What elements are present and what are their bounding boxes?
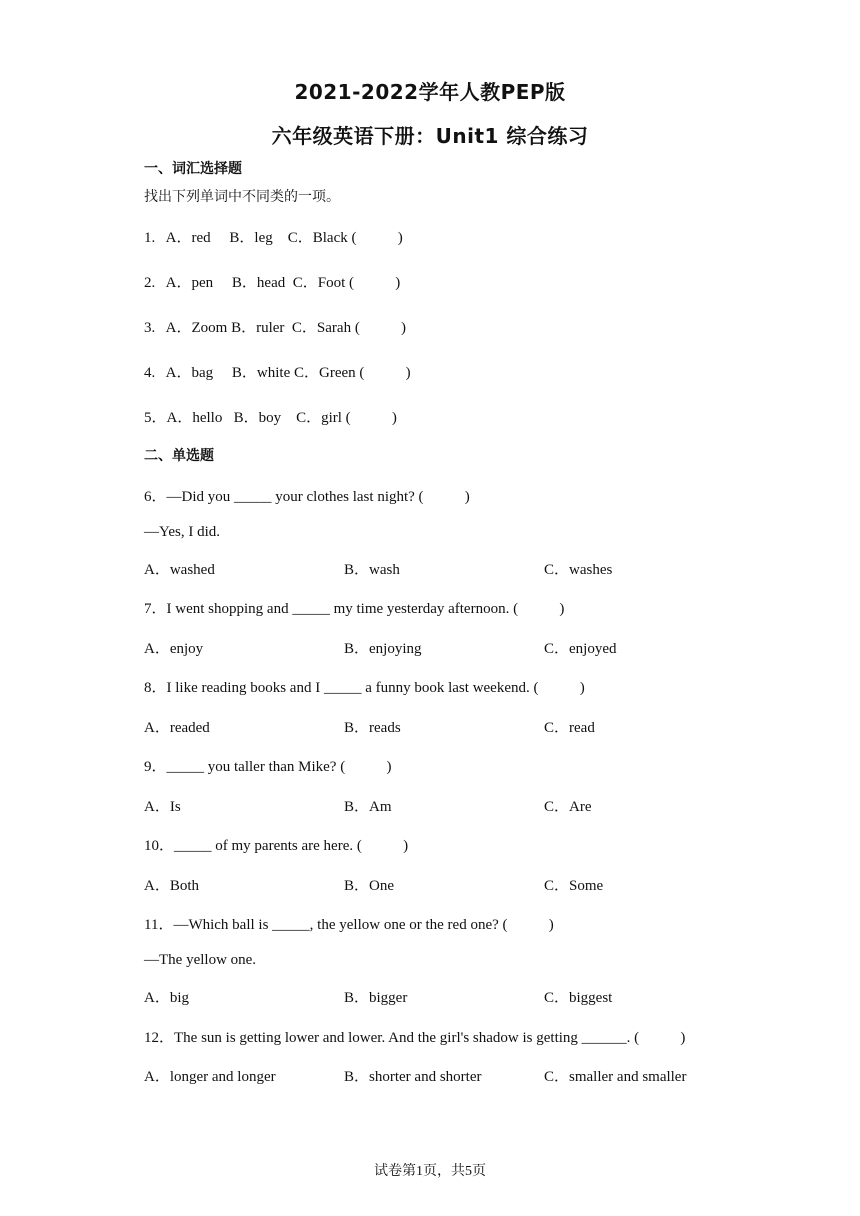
option-b: B．reads — [344, 720, 401, 736]
option-c: C．Some — [544, 878, 604, 894]
document-title: 2021-2022学年人教PEP版 — [294, 80, 566, 104]
option-a: A．big — [144, 990, 190, 1006]
question-stem: 7．I went shopping and _____ my time yesterday afternoon. ( ) — [144, 601, 565, 617]
question-stem: 8．I like reading books and I _____ a funny book last weekend. ( ) — [144, 680, 585, 696]
section-heading-vocabulary: 一、词汇选择题 — [144, 161, 242, 177]
option-b: B．wash — [344, 562, 400, 578]
section-instruction: 找出下列单词中不同类的一项。 — [144, 189, 340, 205]
option-b: B．enjoying — [344, 641, 422, 657]
question-stem: 10．_____ of my parents are here. ( ) — [144, 838, 409, 854]
option-c: C．read — [544, 720, 595, 736]
option-c: C．Are — [544, 799, 592, 815]
page-footer: 试卷第1页，共5页 — [374, 1164, 486, 1179]
question-answer-line: —The yellow one. — [144, 952, 257, 968]
option-b: B．bigger — [344, 990, 408, 1006]
vocab-question: 3. A．Zoom B．ruler C．Sarah ( ) — [144, 320, 407, 336]
option-c: C．enjoyed — [544, 641, 617, 657]
option-a: A．longer and longer — [144, 1069, 276, 1085]
vocab-question: 5．A．hello B．boy C．girl ( ) — [144, 410, 397, 426]
question-stem: 6．—Did you _____ your clothes last night? ( ) — [144, 489, 470, 505]
option-a: A．readed — [144, 720, 210, 736]
option-a: A．enjoy — [144, 641, 204, 657]
vocab-question: 4. A．bag B．white C．Green ( ) — [144, 365, 411, 381]
option-c: C．biggest — [544, 990, 613, 1006]
option-a: A．washed — [144, 562, 215, 578]
question-answer-line: —Yes, I did. — [144, 524, 220, 540]
option-a: A．Both — [144, 878, 200, 894]
document-subtitle: 六年级英语下册：Unit1 综合练习 — [271, 124, 589, 148]
section-heading-single-choice: 二、单选题 — [144, 448, 214, 464]
option-a: A．Is — [144, 799, 181, 815]
question-stem: 9．_____ you taller than Mike? ( ) — [144, 759, 392, 775]
option-c: C．smaller and smaller — [544, 1069, 687, 1085]
option-b: B．One — [344, 878, 394, 894]
vocab-question: 2. A．pen B．head C．Foot ( ) — [144, 275, 401, 291]
question-stem: 12．The sun is getting lower and lower. And the girl's shadow is getting ______. ( ) — [144, 1030, 686, 1046]
question-stem: 11．—Which ball is _____, the yellow one or the red one? ( ) — [144, 917, 554, 933]
option-c: C．washes — [544, 562, 613, 578]
option-b: B．shorter and shorter — [344, 1069, 482, 1085]
option-b: B．Am — [344, 799, 392, 815]
vocab-question: 1. A．red B．leg C．Black ( ) — [144, 230, 403, 246]
